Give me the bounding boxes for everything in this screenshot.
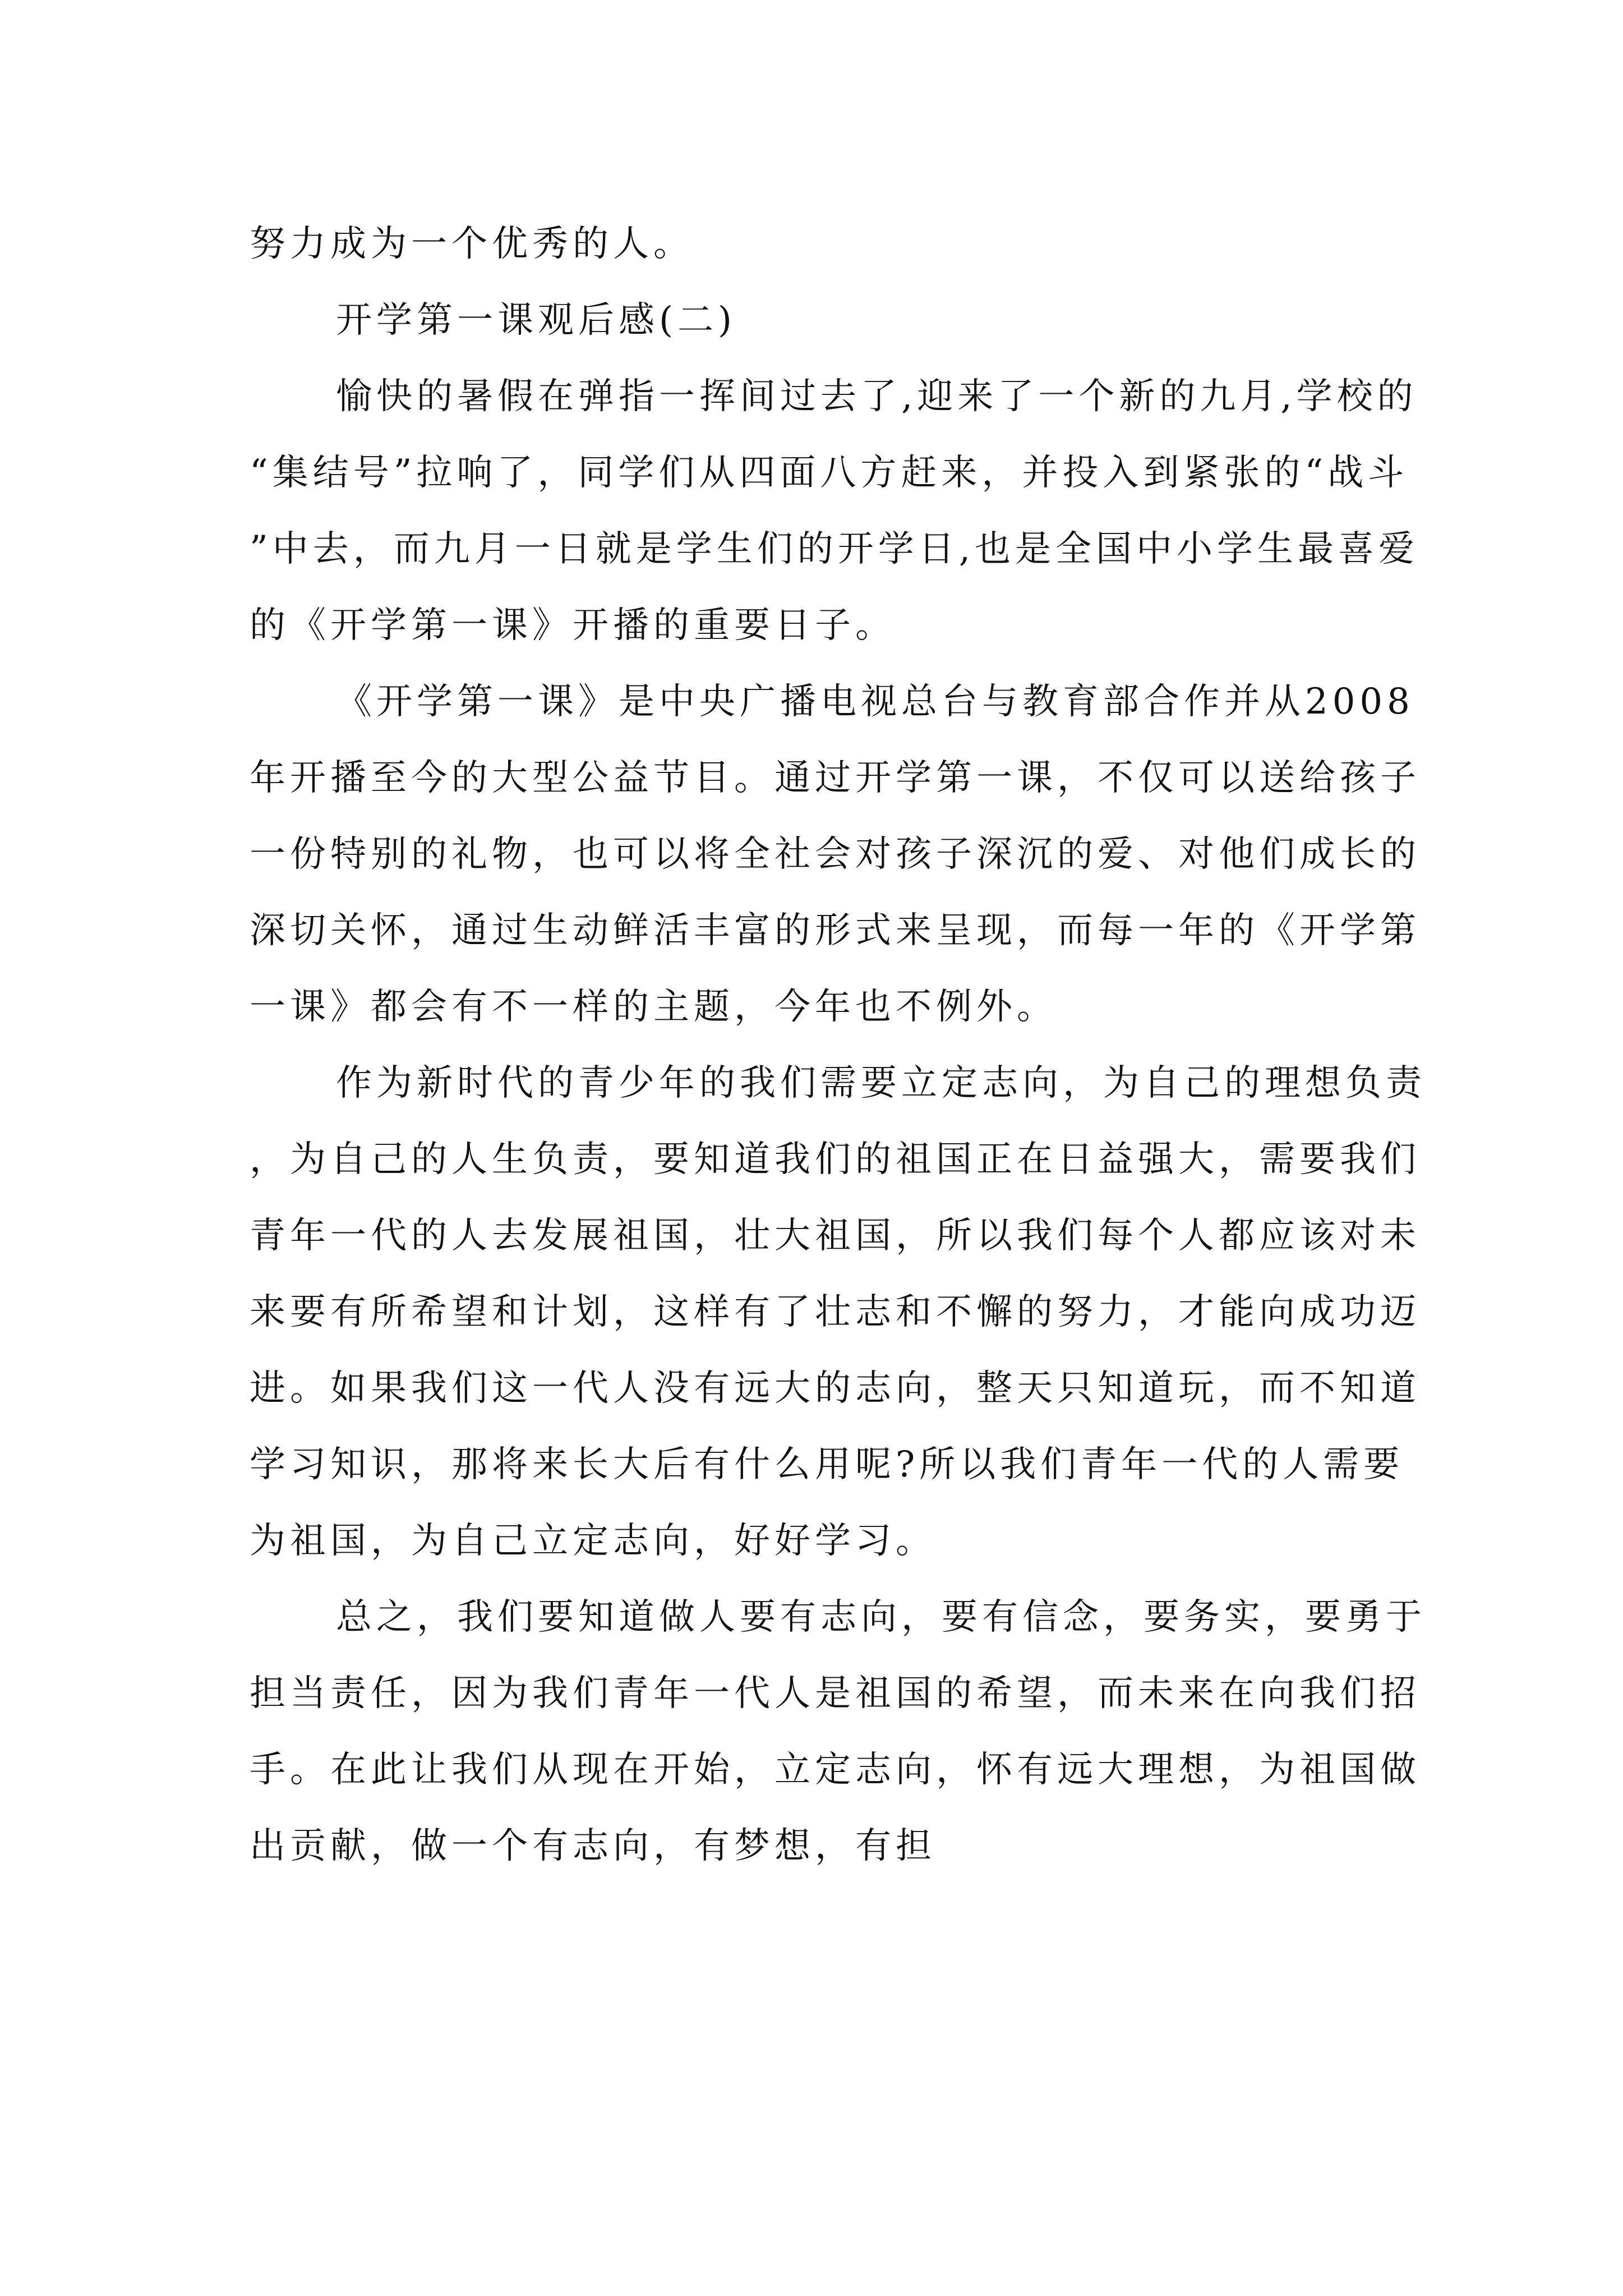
paragraph-conclusion: 总之，我们要知道做人要有志向，要有信念，要务实，要勇于担当责任，因为我们青年一代人是祖国的希望，而未来在向我们招手。在此让我们从现在开始，立定志向，怀有远大理想，为祖国做出贡献，做一个有志向，有梦想，有担 <box>250 1596 1426 1867</box>
paragraph-continuation: 努力成为一个优秀的人。 <box>250 223 694 265</box>
document-body <box>250 206 1430 1884</box>
section-title: 开学第一课观后感(二) <box>336 300 736 341</box>
paragraph-summer-vacation: 愉快的暑假在弹指一挥间过去了,迎来了一个新的九月,学校的“集结号”拉响了，同学们从四面八方赶来，并投入到紧张的“战斗”中去，而九月一日就是学生们的开学日,也是全国中小学生最喜爱的《开学第一课》开播的重要日子。 <box>250 376 1419 646</box>
paragraph-youth-aspiration: 作为新时代的青少年的我们需要立定志向，为自己的理想负责，为自己的人生负责，要知道我们的祖国正在日益强大，需要我们青年一代的人去发展祖国，壮大祖国，所以我们每个人都应该对未来要有所希望和计划，这样有了壮志和不懈的努力，才能向成功迈进。如果我们这一代人没有远大的志向，整天只知道玩，而不知道学习知识，那将来长大后有什么用呢?所以我们青年一代的人需要为祖国，为自己立定志向，好好学习。 <box>250 1062 1426 1562</box>
paragraph-program-introduction: 《开学第一课》是中央广播电视总台与教育部合作并从2008年开播至今的大型公益节目。通过开学第一课，不仅可以送给孩子一份特别的礼物，也可以将全社会对孩子深沉的爱、对他们成长的深切关怀，通过生动鲜活丰富的形式来呈现，而每一年的《开学第一课》都会有不一样的主题，今年也不例外。 <box>250 681 1421 1028</box>
